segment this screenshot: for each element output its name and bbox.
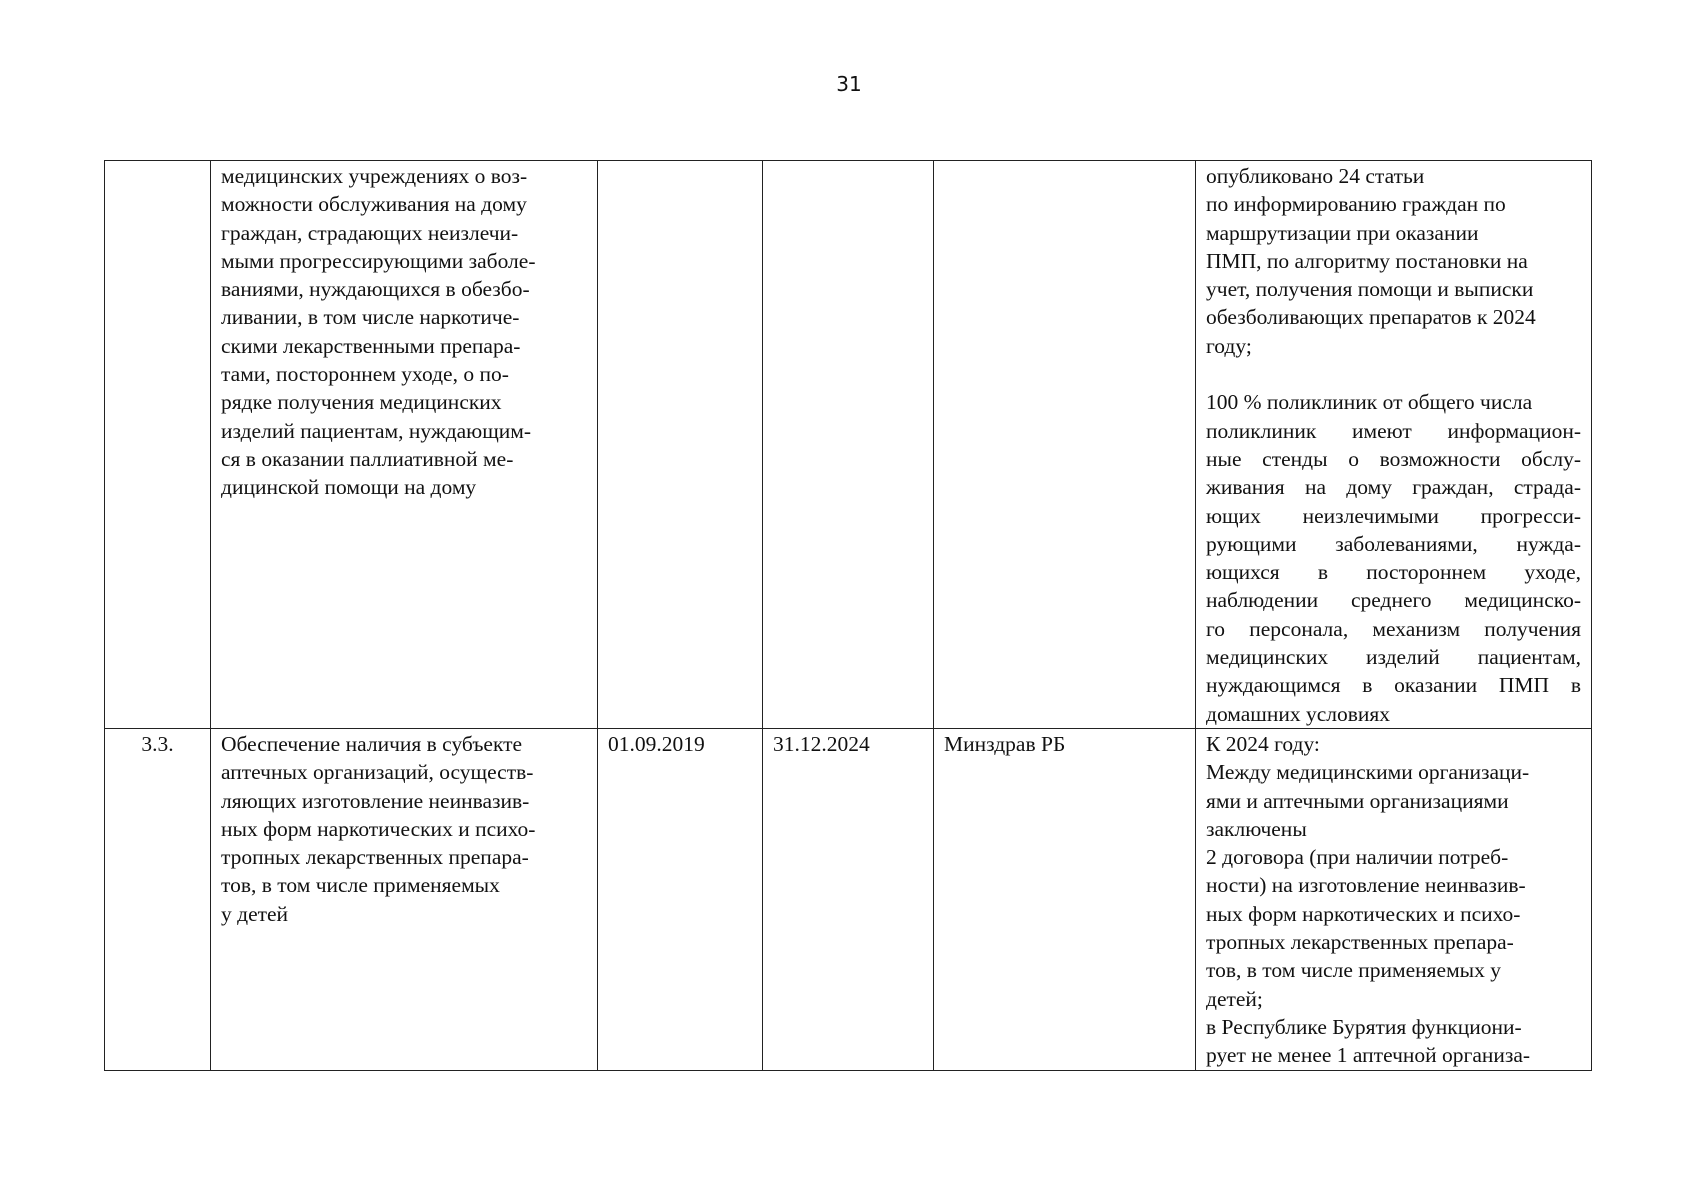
- text-line: заключены: [1206, 816, 1307, 841]
- start-date-cell: 01.09.2019: [598, 728, 763, 1070]
- page-number: 31: [836, 72, 862, 96]
- text-line: ливании, в том числе наркотиче-: [221, 305, 520, 330]
- text-line: ся в оказании паллиативной ме-: [221, 446, 514, 471]
- text-line: тами, постороннем уходе, о по-: [221, 362, 509, 387]
- responsible-cell: Минздрав РБ: [934, 728, 1196, 1070]
- text-line: тропных лекарственных препара-: [221, 845, 529, 870]
- text-line: граждан, страдающих неизлечи-: [221, 220, 519, 245]
- text-line: ные стенды о возможности обслу-: [1206, 446, 1581, 471]
- text-line: детей;: [1206, 986, 1263, 1011]
- start-date-cell: [598, 161, 763, 729]
- text-line: у детей: [221, 901, 289, 926]
- text-line: ных форм наркотических и психо-: [1206, 901, 1521, 926]
- activity-description-cell: [211, 161, 598, 729]
- text-line: 2 договора (при наличии потреб-: [1206, 845, 1509, 870]
- text-line: по информированию граждан по: [1206, 192, 1506, 217]
- activity-description-cell: [211, 728, 598, 1070]
- text-line: опубликовано 24 статьи: [1206, 164, 1425, 188]
- text-line: ваниями, нуждающихся в обезбо-: [221, 277, 530, 302]
- text-line: Обеспечение наличия в субъекте: [221, 731, 523, 756]
- text-line: дицинской помощи на дому: [221, 475, 477, 500]
- text-line: маршрутизации при оказании: [1206, 220, 1479, 245]
- text-line: тов, в том числе применяемых у: [1206, 958, 1502, 983]
- text-line: тов, в том числе применяемых: [221, 873, 500, 898]
- text-line: учет, получения помощи и выписки: [1206, 277, 1534, 302]
- text-line: тропных лекарственных препара-: [1206, 930, 1514, 955]
- text-line: домашних условиях: [1206, 701, 1391, 726]
- text-line: Между медицинскими организаци-: [1206, 760, 1530, 785]
- activity-plan-table: [104, 160, 1592, 1071]
- text-line: ности) на изготовление неинвазив-: [1206, 873, 1526, 898]
- paragraph-spacer: [1206, 360, 1581, 388]
- text-line: ных форм наркотических и психо-: [221, 816, 536, 841]
- responsible-cell: [934, 161, 1196, 729]
- table-row: [105, 161, 1592, 729]
- text-line: К 2024 году:: [1206, 731, 1320, 756]
- text-line: ями и аптечными организациями: [1206, 788, 1509, 813]
- text-line: рует не менее 1 аптечной организа-: [1206, 1043, 1531, 1068]
- text-line: скими лекарственными препара-: [221, 333, 521, 358]
- text-line: нуждающимся в оказании ПМП в: [1206, 673, 1581, 698]
- text-line: году;: [1206, 333, 1252, 358]
- text-line: рующими заболеваниями, нужда-: [1206, 531, 1581, 556]
- text-line: живания на дому граждан, страда-: [1206, 475, 1581, 500]
- text-line: поликлиник имеют информацион-: [1206, 418, 1581, 443]
- text-line: можности обслуживания на дому: [221, 192, 527, 217]
- text-line: обезболивающих препаратов к 2024: [1206, 305, 1536, 330]
- expected-result-cell: [1196, 161, 1592, 729]
- end-date-cell: 31.12.2024: [763, 728, 934, 1070]
- text-line: медицинских изделий пациентам,: [1206, 645, 1581, 670]
- item-number-cell: [105, 161, 211, 729]
- text-line: изделий пациентам, нуждающим-: [221, 418, 532, 443]
- text-line: медицинских учреждениях о воз-: [221, 164, 528, 188]
- table-row: [105, 728, 1592, 1070]
- text-line: ПМП, по алгоритму постановки на: [1206, 248, 1528, 273]
- end-date-cell: [763, 161, 934, 729]
- text-line: 100 % поликлиник от общего числа: [1206, 390, 1533, 415]
- text-line: наблюдении среднего медицинско-: [1206, 588, 1581, 613]
- text-line: в Республике Бурятия функциони-: [1206, 1014, 1522, 1039]
- item-number-cell: 3.3.: [105, 728, 211, 1070]
- text-line: ющихся в постороннем уходе,: [1206, 560, 1581, 585]
- text-line: рядке получения медицинских: [221, 390, 502, 415]
- text-line: аптечных организаций, осуществ-: [221, 760, 534, 785]
- text-line: го персонала, механизм получения: [1206, 616, 1581, 641]
- text-line: мыми прогрессирующими заболе-: [221, 248, 536, 273]
- text-line: ляющих изготовление неинвазив-: [221, 788, 530, 813]
- text-line: ющих неизлечимыми прогресси-: [1206, 503, 1581, 528]
- expected-result-cell: [1196, 728, 1592, 1070]
